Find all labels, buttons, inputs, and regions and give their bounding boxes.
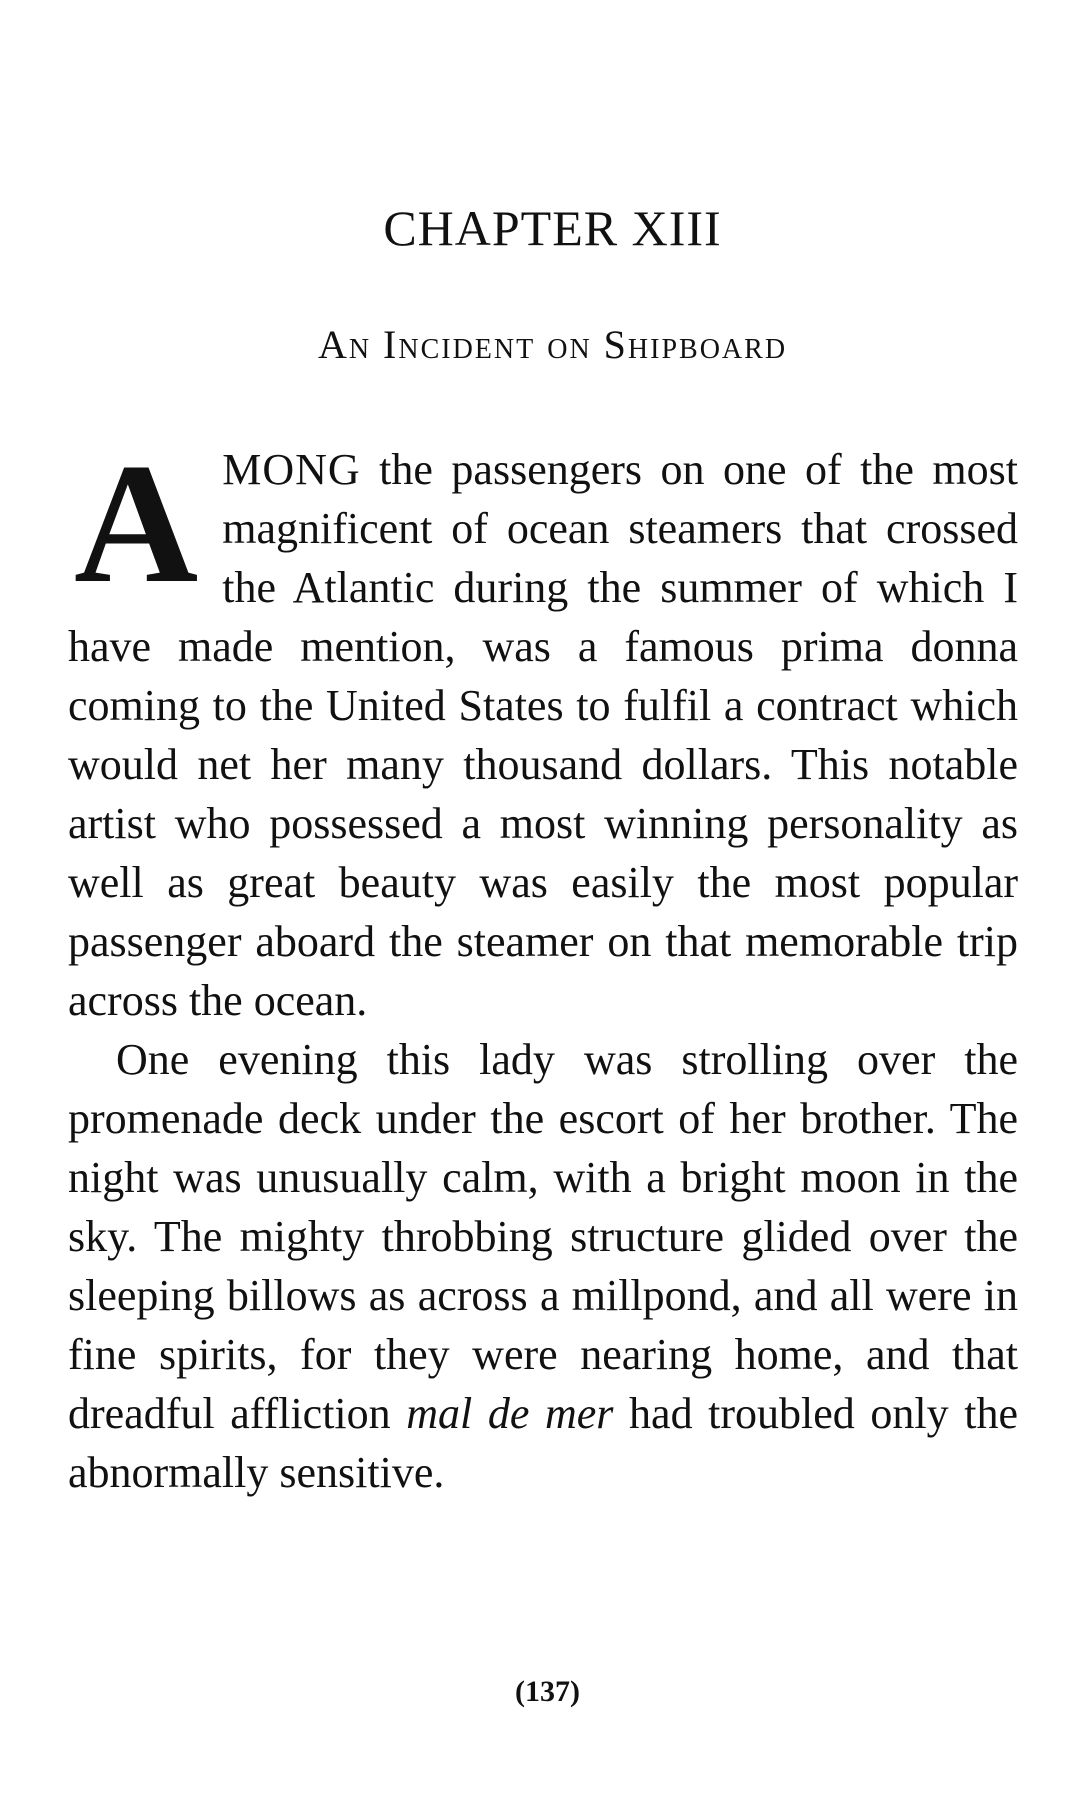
lead-caps: MONG — [222, 445, 361, 494]
page-number — [0, 1672, 1085, 1712]
italic-phrase: mal de mer — [406, 1389, 614, 1438]
paragraph-2-text-b: had troubled only the abnormally sensitive. — [68, 1389, 1018, 1497]
chapter-heading — [0, 198, 1085, 258]
drop-cap-letter: A — [74, 429, 199, 619]
paragraph-2 — [68, 1030, 1018, 1502]
paragraph-2-text-a: One evening this lady was strolling over the promenade deck under the escort of her brother. The night was unusually calm, with a bright moon in the sky. The mighty throbbing structure glided over the sleeping billows as across a millpond, and all were in fine spirits, for they were nearing home, and that dreadful affliction — [68, 1035, 1018, 1438]
chapter-heading-text: CHAPTER XIII — [383, 200, 722, 256]
chapter-body — [68, 429, 1018, 1502]
chapter-subtitle — [0, 320, 1085, 370]
paragraph-1-text: the passengers on one of the most magnificent of ocean steamers that crossed the Atlantic during the summer of which I have made mention, was a famous prima donna coming to the United States to fulfil a contract which would net her many thousand dollars. This notable artist who possessed a most winning personality as well as great beauty was easily the most popular passenger aboard the steamer on that memorable trip across the ocean. — [68, 445, 1018, 1025]
page-number-text: (137) — [515, 1675, 580, 1708]
paragraph-1 — [68, 429, 1018, 1030]
chapter-subtitle-text: An Incident on Shipboard — [317, 322, 788, 367]
